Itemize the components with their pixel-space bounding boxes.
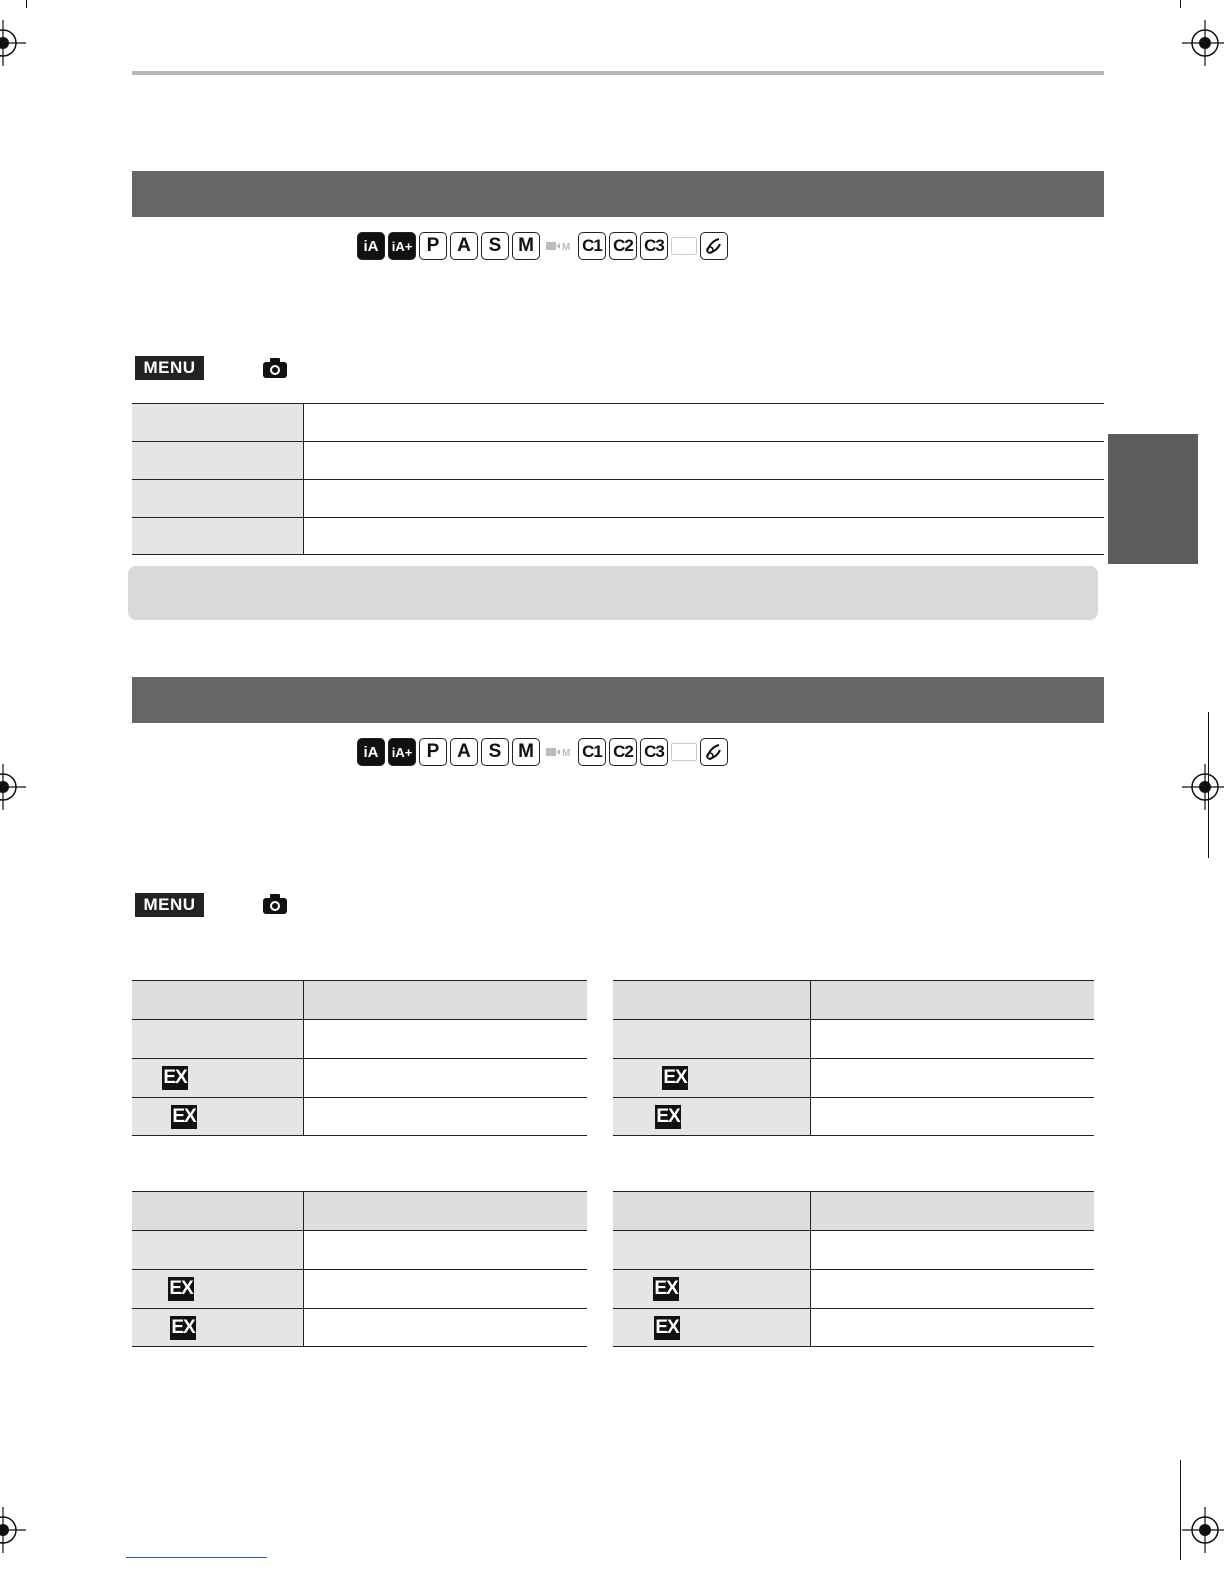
crop-mark-top-left bbox=[26, 0, 27, 8]
section-header-bar-1 bbox=[132, 171, 1104, 217]
footer-link-underline[interactable] bbox=[126, 1557, 267, 1558]
table-row bbox=[613, 1058, 1094, 1097]
s-mode-icon: S bbox=[481, 738, 509, 766]
table-row bbox=[613, 1019, 1094, 1058]
registration-mark-top-right bbox=[1182, 20, 1224, 66]
ex-icon: EX bbox=[163, 1067, 187, 1088]
panorama-mode-icon bbox=[671, 237, 697, 255]
registration-mark-mid-left bbox=[0, 764, 26, 810]
table-row bbox=[132, 517, 1104, 555]
crop-line-right-mid bbox=[1208, 712, 1209, 858]
menu-badge-2: MENU bbox=[135, 893, 204, 917]
movie-camera-icon bbox=[545, 745, 573, 759]
ia-mode-icon: iA bbox=[357, 232, 385, 260]
m-mode-icon: M bbox=[512, 232, 540, 260]
size-table-top-right bbox=[613, 980, 1094, 1136]
table-value-cell bbox=[304, 518, 1104, 554]
table-label-cell bbox=[132, 480, 304, 517]
ex-icon: EX bbox=[172, 1105, 196, 1127]
table-row bbox=[613, 1308, 1094, 1347]
registration-mark-bottom-left bbox=[0, 1507, 26, 1553]
ia-mode-icon: iA bbox=[357, 738, 385, 766]
note-box bbox=[128, 566, 1098, 620]
table-header-row bbox=[132, 980, 587, 1019]
ex-icon: EX bbox=[171, 1316, 195, 1338]
mode-icons-row-1 bbox=[357, 230, 728, 262]
a-mode-icon: A bbox=[450, 232, 478, 260]
table-row bbox=[132, 1308, 587, 1347]
mode-icons-row-2 bbox=[357, 736, 728, 768]
a-mode-icon: A bbox=[450, 738, 478, 766]
table-row bbox=[132, 441, 1104, 479]
registration-mark-mid-right bbox=[1182, 764, 1224, 810]
c2-mode-icon: C2 bbox=[609, 232, 637, 260]
ex-icon: EX bbox=[663, 1067, 687, 1088]
c3-mode-icon: C3 bbox=[640, 232, 668, 260]
p-mode-icon: P bbox=[419, 232, 447, 260]
table-row bbox=[613, 1269, 1094, 1308]
svg-text:M: M bbox=[562, 242, 571, 253]
table-row bbox=[132, 479, 1104, 517]
table-row bbox=[613, 1230, 1094, 1269]
table-header-row bbox=[613, 1191, 1094, 1230]
crop-mark-top-right bbox=[1180, 0, 1181, 8]
table-label-cell bbox=[132, 518, 304, 554]
movie-camera-icon bbox=[545, 239, 573, 253]
s-mode-icon: S bbox=[481, 232, 509, 260]
c1-mode-icon: C1 bbox=[578, 232, 606, 260]
camera-icon bbox=[262, 357, 288, 379]
creative-control-icon bbox=[700, 232, 728, 260]
table-header-row bbox=[132, 1191, 587, 1230]
crop-line-right-bottom bbox=[1180, 1460, 1181, 1560]
movie-m-mode-icon bbox=[543, 232, 575, 260]
table-header-row bbox=[613, 980, 1094, 1019]
ex-icon: EX bbox=[654, 1278, 678, 1299]
size-table-bottom-right bbox=[613, 1191, 1094, 1347]
ia-plus-mode-icon: iA+ bbox=[388, 738, 416, 766]
table-row bbox=[132, 1269, 587, 1308]
camera-icon bbox=[262, 893, 288, 915]
header-rule bbox=[132, 71, 1104, 75]
ex-icon: EX bbox=[655, 1316, 679, 1338]
table-row bbox=[132, 1097, 587, 1136]
m-mode-icon: M bbox=[512, 738, 540, 766]
table-row bbox=[132, 403, 1104, 441]
size-table-top-left bbox=[132, 980, 587, 1136]
section-header-bar-2 bbox=[132, 677, 1104, 723]
table-value-cell bbox=[304, 404, 1104, 441]
chapter-side-tab bbox=[1108, 434, 1198, 564]
table-row bbox=[132, 1230, 587, 1269]
c1-mode-icon: C1 bbox=[578, 738, 606, 766]
ia-plus-mode-icon: iA+ bbox=[388, 232, 416, 260]
c3-mode-icon: C3 bbox=[640, 738, 668, 766]
p-mode-icon: P bbox=[419, 738, 447, 766]
creative-control-icon bbox=[700, 738, 728, 766]
table-row bbox=[132, 1058, 587, 1097]
panorama-mode-icon bbox=[671, 743, 697, 761]
table-row bbox=[613, 1097, 1094, 1136]
settings-table-1 bbox=[132, 403, 1104, 555]
table-value-cell bbox=[304, 442, 1104, 479]
ex-icon: EX bbox=[169, 1278, 193, 1299]
registration-mark-bottom-right bbox=[1182, 1507, 1224, 1553]
size-table-bottom-left bbox=[132, 1191, 587, 1347]
c2-mode-icon: C2 bbox=[609, 738, 637, 766]
registration-mark-top-left bbox=[0, 20, 26, 66]
ex-icon: EX bbox=[656, 1105, 680, 1127]
table-value-cell bbox=[304, 480, 1104, 517]
table-row bbox=[132, 1019, 587, 1058]
movie-m-mode-icon bbox=[543, 738, 575, 766]
table-label-cell bbox=[132, 404, 304, 441]
menu-badge-1: MENU bbox=[135, 356, 204, 380]
table-label-cell bbox=[132, 442, 304, 479]
svg-text:M: M bbox=[562, 748, 571, 759]
